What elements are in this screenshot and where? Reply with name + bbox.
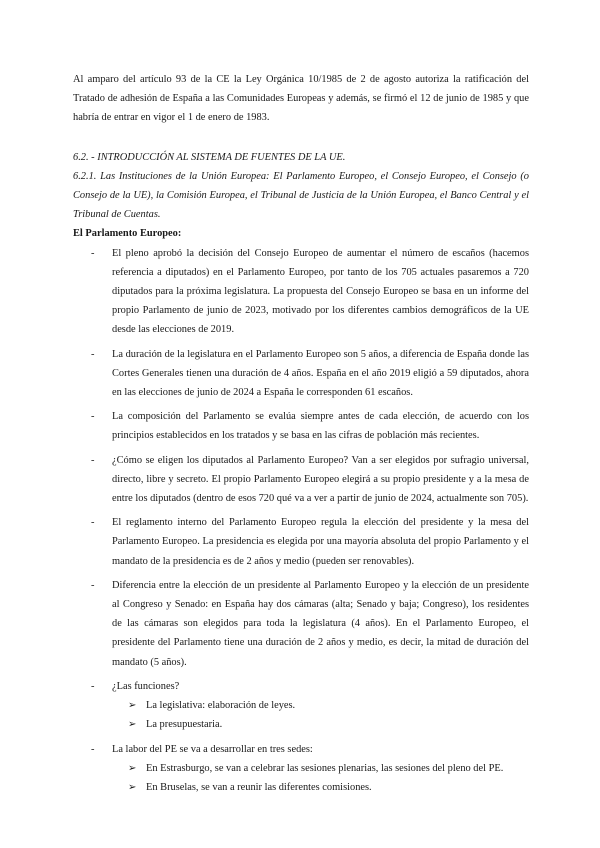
list-item: - Diferencia entre la elección de un presidente al Parlamento Europeo y la elección de un presidente al Congreso y Senado: en España hay dos cámaras (alta; Senado y baja; Congreso), los residentes de las cámaras son elegidos para toda la legislatura (4 años). En el Parlamento Europeo, el presidente del Parlamento tiene una duración de 2 años y medio, es decir, la mitad de duración del mandato (5 años).	[91, 579, 529, 668]
arrow-bullet-icon: ➢	[128, 719, 137, 731]
functions-question: ¿Las funciones?	[112, 680, 180, 692]
sedes-intro: La labor del PE se va a desarrollar en tres sedes:	[112, 743, 313, 755]
sedes-list	[112, 759, 529, 797]
list-item: - El reglamento interno del Parlamento Europeo regula la elección del presidente y la mesa del Parlamento Europeo. La presidencia es elegida por una mayoría absoluta del propio Parlamento y el mandato de la presidencia es de 2 años y medio (pueden ser renovables).	[91, 517, 529, 567]
functions-item: - ¿Las funciones? ➢ La legislativa: elaboración de leyes. ➢ La presupuestaria.	[73, 677, 529, 735]
list-item: - El pleno aprobó la decisión del Consejo Europeo de aumentar el número de escaños (hacemos referencia a diputados) en el Parlamento Europeo, por tanto de los 705 actuales pasaremos a 720 diputados para la próxima legislatura. La propuesta del Consejo Europeo se basa en un informe del propio Parlamento de junio de 2023, motivado por los diferentes cambios demográficos de la UE desde las elecciones de 2019.	[91, 247, 529, 336]
list-item: - La duración de la legislatura en el Parlamento Europeo son 5 años, a diferencia de España donde las Cortes Generales tienen una duración de 4 años. España en el año 2019 eligió a 59 diputados, ahora en las elecciones de junio de 2024 a España le corresponden 61 escaños.	[91, 348, 529, 399]
list-item: - ¿Cómo se eligen los diputados al Parlamento Europeo? Van a ser elegidos por sufragio universal, directo, libre y secreto. El propio Parlamento Europeo elegirá a su propio presidente y a la mesa de entre los diputados (dentro de esos 720 qué va a ver a partir de junio de 2024, actualmente son 705).	[91, 454, 529, 505]
list-item: - La composición del Parlamento se evalúa siempre antes de cada elección, de acuerdo con los principios establecidos en los tratados y se basa en las cifras de población más recientes.	[91, 411, 529, 442]
parlamento-list	[73, 244, 529, 797]
arrow-bullet-icon: ➢	[128, 700, 137, 712]
function-item: ➢ La presupuestaria.	[112, 715, 529, 734]
sede-item: ➢ En Estrasburgo, se van a celebrar las sesiones plenarias, las sesiones del pleno del PE.	[112, 759, 529, 778]
functions-list	[112, 696, 529, 734]
document-page	[73, 70, 529, 802]
parlamento-title: El Parlamento Europeo:	[73, 228, 182, 240]
sede-item: ➢ En Bruselas, se van a reunir las diferentes comisiones.	[112, 778, 529, 797]
subsection-heading: 6.2.1. Las Instituciones de la Unión Europea: El Parlamento Europeo, el Consejo Europeo, el Consejo (o Consejo de la UE), la Comisión Europea, el Tribunal de Justicia de la Unión Europea, el Banco Central y el Tribunal de Cuentas.	[73, 170, 529, 221]
function-item: ➢ La legislativa: elaboración de leyes.	[112, 696, 529, 715]
section-heading: 6.2. - INTRODUCCIÓN AL SISTEMA DE FUENTES DE LA UE.	[73, 151, 346, 163]
arrow-bullet-icon: ➢	[128, 781, 137, 793]
intro-paragraph: Al amparo del artículo 93 de la CE la Ley Orgánica 10/1985 de 2 de agosto autoriza la ratificación del Tratado de adhesión de España a las Comunidades Europeas y además, se firmó el 12 de junio de 1985 y que habría de entrar en vigor el 1 de enero de 1983.	[73, 74, 529, 124]
arrow-bullet-icon: ➢	[128, 762, 137, 774]
sedes-item: - La labor del PE se va a desarrollar en tres sedes: ➢ En Estrasburgo, se van a celebrar las sesiones plenarias, las sesiones del pleno del PE. ➢ En Bruselas, se van a reunir las diferentes comisiones.	[73, 740, 529, 798]
